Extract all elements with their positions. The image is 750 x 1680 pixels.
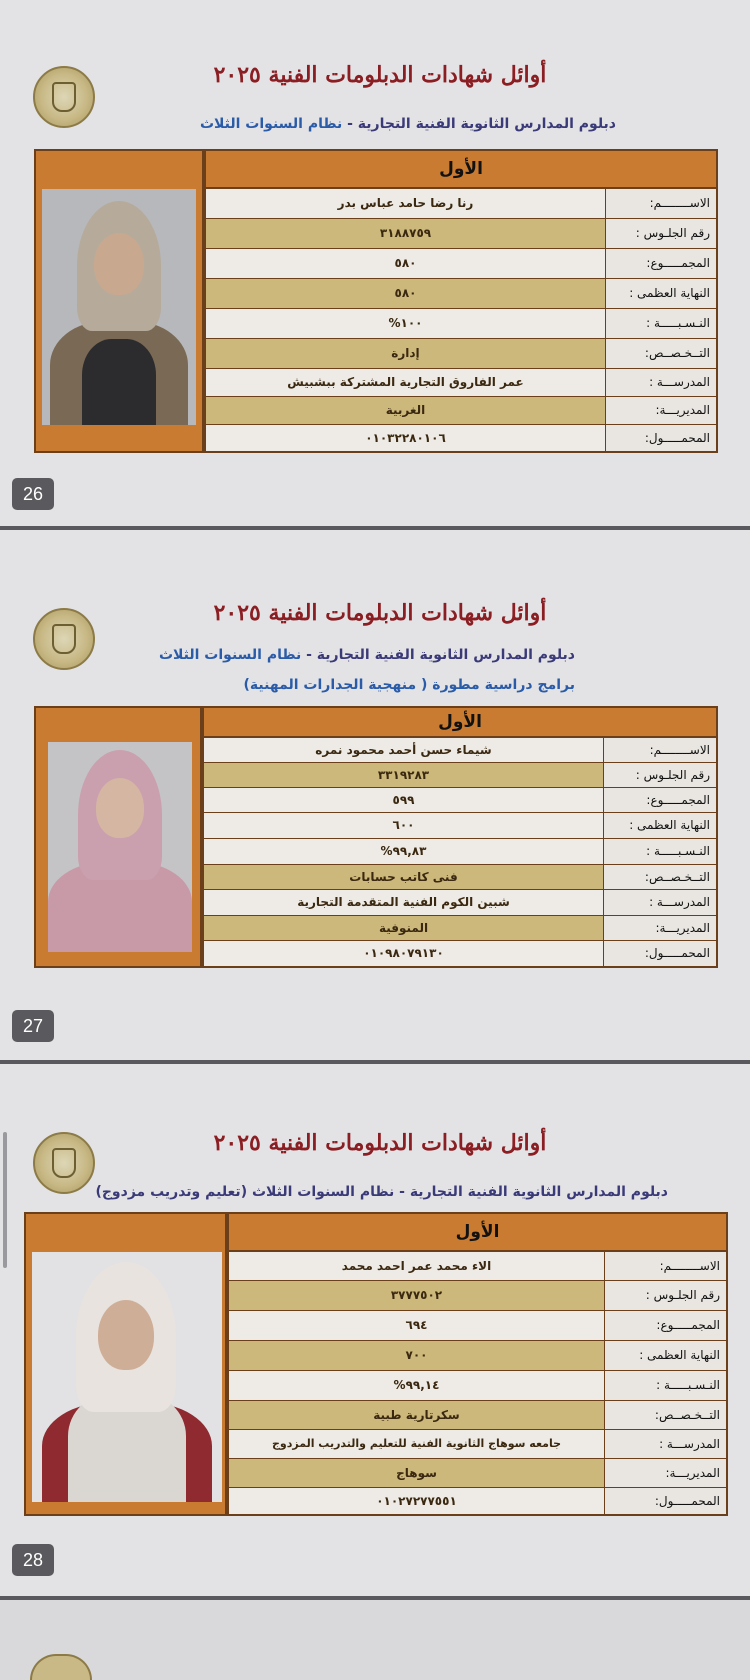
value-seat: ٣١٨٨٧٥٩ [206, 219, 606, 248]
label-directorate: المديريـــة: [605, 1459, 726, 1487]
value-directorate: المنوفية [204, 916, 604, 940]
row-name [204, 738, 716, 763]
row-mobile [206, 425, 716, 451]
subtitle-part-a: دبلوم المدارس الثانوية الفنية التجارية - [301, 647, 575, 663]
row-seat [206, 219, 716, 249]
info-table [204, 149, 718, 453]
label-directorate: المديريـــة: [606, 397, 716, 424]
row-specialty [229, 1401, 726, 1430]
certificate-card-27[interactable] [0, 530, 750, 1064]
value-school: شبين الكوم الفنية المتقدمة التجارية [204, 890, 604, 915]
ministry-logo-icon [33, 66, 95, 128]
label-percent: النـسـبـــــة : [604, 839, 716, 864]
label-name: الاســــــــم: [606, 189, 716, 218]
row-seat [204, 763, 716, 788]
label-specialty: التــخـصــص: [604, 865, 716, 889]
value-max: ٦٠٠ [204, 813, 604, 838]
row-percent [206, 309, 716, 339]
value-total: ٥٨٠ [206, 249, 606, 278]
row-percent [229, 1371, 726, 1401]
value-total: ٥٩٩ [204, 788, 604, 812]
info-table [202, 706, 718, 968]
label-seat: رقم الجلـوس : [605, 1281, 726, 1310]
value-name: شيماء حسن أحمد محمود نمره [204, 738, 604, 762]
row-name [206, 189, 716, 219]
label-directorate: المديريـــة: [604, 916, 716, 940]
value-total: ٦٩٤ [229, 1311, 605, 1340]
label-max: النهاية العظمى : [605, 1341, 726, 1370]
value-specialty: إدارة [206, 339, 606, 368]
value-directorate: الغربية [206, 397, 606, 424]
value-name: الاء محمد عمر احمد محمد [229, 1252, 605, 1280]
scrollbar[interactable] [3, 1132, 7, 1268]
row-directorate [229, 1459, 726, 1488]
row-name [229, 1252, 726, 1281]
row-specialty [204, 865, 716, 890]
label-total: المجمـــــوع: [604, 788, 716, 812]
label-specialty: التــخـصــص: [606, 339, 716, 368]
row-max [204, 813, 716, 839]
ministry-logo-icon [33, 1132, 95, 1194]
row-specialty [206, 339, 716, 369]
row-total [206, 249, 716, 279]
label-total: المجمـــــوع: [606, 249, 716, 278]
row-mobile [229, 1488, 726, 1514]
label-percent: النـسـبـــــة : [605, 1371, 726, 1400]
subtitle-part-a: دبلوم المدارس الثانوية الفنية التجارية - نظام السنوات الثلاث [247, 1184, 668, 1200]
row-school [206, 369, 716, 397]
certificate-card-26[interactable] [0, 0, 750, 530]
value-specialty: سكرتارية طبية [229, 1401, 605, 1429]
label-school: المدرســـة : [604, 890, 716, 915]
row-school [229, 1430, 726, 1459]
page-number-badge: 28 [12, 1544, 54, 1576]
row-percent [204, 839, 716, 865]
card-subtitle [100, 116, 616, 132]
row-directorate [206, 397, 716, 425]
student-photo [32, 1252, 222, 1502]
label-percent: النـسـبـــــة : [606, 309, 716, 338]
rank-header: الأول [204, 708, 716, 738]
row-school [204, 890, 716, 916]
row-total [204, 788, 716, 813]
photo-frame [34, 149, 204, 453]
row-seat [229, 1281, 726, 1311]
label-specialty: التــخـصــص: [605, 1401, 726, 1429]
card-title: أوائل شهادات الدبلومات الفنية ٢٠٢٥ [213, 1130, 547, 1156]
row-max [206, 279, 716, 309]
label-seat: رقم الجلـوس : [606, 219, 716, 248]
label-school: المدرســـة : [605, 1430, 726, 1458]
label-mobile: المحمـــــول: [604, 941, 716, 966]
value-percent: %١٠٠ [206, 309, 606, 338]
rank-header: الأول [206, 151, 716, 189]
value-name: رنا رضا حامد عباس بدر [206, 189, 606, 218]
photo-frame [34, 706, 202, 968]
value-max: ٥٨٠ [206, 279, 606, 308]
info-table [227, 1212, 728, 1516]
card-subtitle [100, 647, 575, 663]
value-school: عمر الفاروق التجارية المشتركة ببشبيش [206, 369, 606, 396]
subtitle-part-b: نظام السنوات الثلاث [199, 116, 343, 132]
value-max: ٧٠٠ [229, 1341, 605, 1370]
certificate-card-28[interactable] [0, 1064, 750, 1600]
subtitle-part-a: دبلوم المدارس الثانوية الفنية التجارية - [342, 116, 616, 132]
value-percent: %٩٩,٨٣ [204, 839, 604, 864]
label-mobile: المحمـــــول: [606, 425, 716, 451]
ministry-logo-icon [33, 608, 95, 670]
value-seat: ٣٧٧٧٥٠٢ [229, 1281, 605, 1310]
card-title: أوائل شهادات الدبلومات الفنية ٢٠٢٥ [213, 62, 547, 88]
label-name: الاســــــــم: [605, 1252, 726, 1280]
photo-frame [24, 1212, 227, 1516]
label-total: المجمـــــوع: [605, 1311, 726, 1340]
value-mobile: ٠١٠٣٢٢٨٠١٠٦ [206, 425, 606, 451]
student-photo [48, 742, 192, 952]
rank-header: الأول [229, 1214, 726, 1252]
label-max: النهاية العظمى : [606, 279, 716, 308]
value-mobile: ٠١٠٢٧٢٧٧٥٥١ [229, 1488, 605, 1514]
label-name: الاســــــــم: [604, 738, 716, 762]
label-school: المدرســـة : [606, 369, 716, 396]
subtitle-part-b: نظام السنوات الثلاث [158, 647, 302, 663]
card-subtitle-2: برامج دراسية مطورة ( منهجية الجدارات المهنية) [243, 677, 575, 693]
ministry-logo-icon [30, 1654, 92, 1680]
value-specialty: فنى كاتب حسابات [204, 865, 604, 889]
page-number-badge: 27 [12, 1010, 54, 1042]
row-total [229, 1311, 726, 1341]
page-number-badge: 26 [12, 478, 54, 510]
row-max [229, 1341, 726, 1371]
label-max: النهاية العظمى : [604, 813, 716, 838]
value-percent: %٩٩,١٤ [229, 1371, 605, 1400]
row-mobile [204, 941, 716, 966]
subtitle-part-b: (تعليم وتدريب مزدوج) [95, 1184, 248, 1200]
value-seat: ٣٣١٩٢٨٣ [204, 763, 604, 787]
student-photo [42, 189, 196, 425]
value-directorate: سوهاج [229, 1459, 605, 1487]
row-directorate [204, 916, 716, 941]
value-mobile: ٠١٠٩٨٠٧٩١٣٠ [204, 941, 604, 966]
card-subtitle [90, 1184, 668, 1200]
label-seat: رقم الجلـوس : [604, 763, 716, 787]
card-title: أوائل شهادات الدبلومات الفنية ٢٠٢٥ [213, 600, 547, 626]
label-mobile: المحمـــــول: [605, 1488, 726, 1514]
value-school: جامعه سوهاج الثانوية الفنية للتعليم والتدريب المزدوج [229, 1430, 605, 1458]
